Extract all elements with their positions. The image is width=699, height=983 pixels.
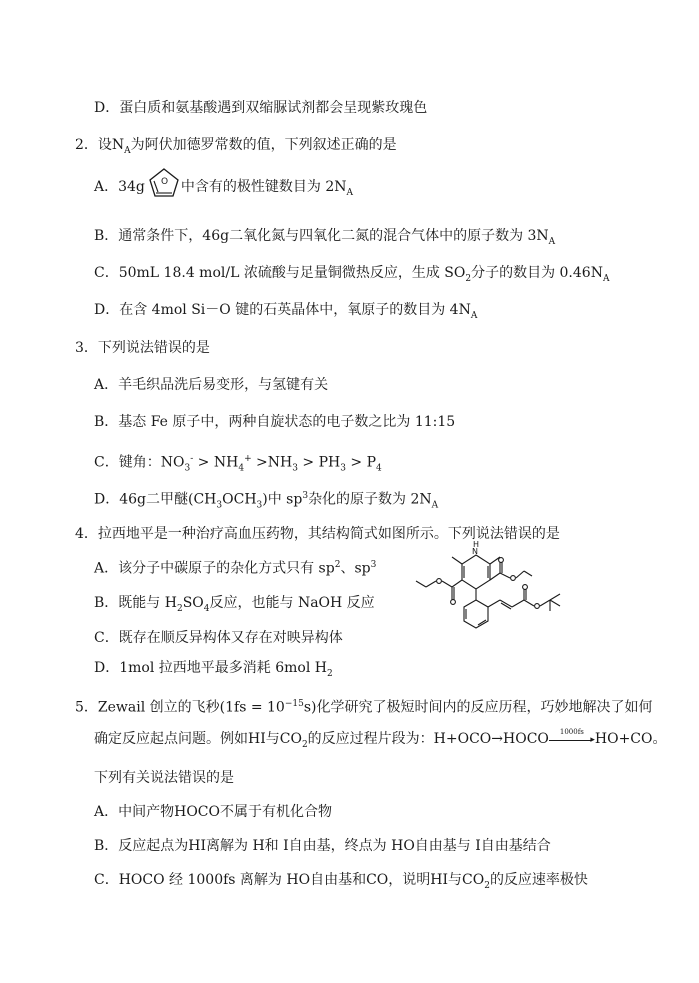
q2-stem-na: N	[111, 137, 125, 153]
q3-option-c	[94, 450, 382, 477]
q4-a-a: A．该分子中碳原子的杂化方式只有 sp	[94, 560, 335, 577]
q4-d-a: D．1mol 拉西地平最多消耗 6mol H	[94, 660, 327, 676]
q4-b-b: SO	[182, 595, 204, 611]
q5-stem-line2	[94, 730, 667, 754]
q3-option-d	[94, 487, 438, 514]
q3-stem: 3．下列说法错误的是	[75, 340, 210, 356]
q3-c-supm: -	[190, 454, 194, 464]
q3-c-sub4: 4	[238, 463, 245, 474]
lacidipine-structure-icon	[410, 540, 580, 644]
q2-option-a-sub: A	[346, 187, 353, 198]
svg-text:O: O	[161, 177, 169, 187]
q2-option-d-sub: A	[470, 310, 478, 321]
lacidipine-n-label: N	[472, 547, 478, 556]
q2-option-a	[94, 178, 353, 202]
q4-b-c: 反应，也能与 NaOH 反应	[209, 595, 375, 611]
q4-a-sup3: 3	[370, 560, 377, 570]
q5-option-c	[94, 871, 588, 895]
q2-option-c-subA: A	[602, 273, 610, 284]
q2-option-c-text-a: C．50mL 18.4 mol/L 浓硫酸与足量铜微热反应，生成 SO	[94, 265, 466, 281]
q2-option-d	[94, 301, 477, 325]
q5-line2-a: 确定反应起点问题。例如HI与CO	[94, 731, 302, 747]
lacidipine-h-label: H	[473, 540, 480, 549]
q5-line2-c: HO+CO。	[594, 731, 667, 747]
q4-option-d	[94, 659, 333, 683]
q2-option-c-sub2: 2	[465, 273, 472, 284]
q5-stem-line1	[75, 695, 653, 717]
q4-option-c: C．既存在顺反异构体又存在对映异构体	[94, 630, 343, 646]
q3-d-s1: 3	[216, 500, 223, 511]
furan-structure-icon	[145, 164, 183, 202]
q5-option-a: A．中间产物HOCO不属于有机化合物	[94, 804, 332, 820]
q3-d-a: D．46g二甲醚(CH	[94, 491, 217, 508]
q2-stem-text: 为阿伏加德罗常数的值，下列叙述正确的是	[130, 137, 397, 153]
q3-c-sub3: 3	[184, 463, 191, 474]
q3-d-s2: 3	[256, 500, 263, 511]
q3-d-b: OCH	[222, 491, 257, 508]
q2-option-b-sub: A	[548, 236, 556, 247]
q2-option-d-text: D．在含 4mol Si－O 键的石英晶体中，氧原子的数目为 4N	[94, 302, 471, 318]
q3-c-sub3b: 3	[292, 463, 298, 474]
q4-a-sup2: 2	[334, 560, 341, 570]
q3-c-b: > NH	[193, 454, 239, 471]
reaction-arrow-icon: ▸ 1000fs	[549, 732, 595, 746]
q2-stem-prefix: 2．设	[75, 137, 112, 153]
q2-option-b	[94, 227, 555, 251]
q3-c-a: C．键角：NO	[94, 454, 185, 471]
q3-d-c: )中 sp	[262, 491, 303, 508]
q5-option-b: B．反应起点为HI离解为 H和 I自由基，终点为 HO自由基与 I自由基结合	[94, 838, 551, 854]
q2-option-b-text: B．通常条件下，46g二氧化氮与四氧化二氮的混合气体中的原子数为 3N	[94, 228, 549, 244]
q2-option-c	[94, 264, 609, 288]
q5-c-sub: 2	[484, 880, 490, 891]
q5-line2-b: 的反应过程片段为：H+OCO→HOCO	[307, 731, 549, 747]
q3-d-d: 杂化的原子数为 2N	[308, 491, 432, 508]
q4-stem: 4．拉西地平是一种治疗高血压药物，其结构简式如图所示。下列说法错误的是	[75, 526, 560, 542]
q5-line2-sub: 2	[301, 739, 308, 750]
q4-b-s4: 4	[203, 603, 210, 614]
reaction-arrow-label: 1000fs	[559, 728, 584, 736]
q4-b-a: B．既能与 H	[94, 595, 177, 611]
q2-stem	[75, 136, 397, 160]
q2-option-a-prefix: A．34g	[94, 179, 145, 195]
q3-option-a: A．羊毛织品洗后易变形，与氢键有关	[94, 377, 329, 393]
q3-c-d: > PH	[297, 454, 341, 471]
q5-stem-b: s)化学研究了极短时间内的反应历程，巧妙地解决了如何	[303, 699, 653, 716]
q4-b-s2: 2	[176, 603, 183, 614]
q3-option-b: B．基态 Fe 原子中，两种自旋状态的电子数之比为 11:15	[94, 414, 456, 430]
q3-c-sub3c: 3	[340, 463, 346, 474]
q2-option-c-text-b: 分子的数目为 0.46N	[471, 265, 603, 281]
q4-option-b	[94, 594, 375, 618]
q3-d-subA: A	[431, 500, 439, 511]
q2-option-a-text: 中含有的极性键数目为 2N	[180, 179, 347, 195]
q3-c-c: >NH	[251, 454, 293, 471]
q5-c-a: C．HOCO 经 1000fs 离解为 HO自由基和CO，说明HI与CO	[94, 872, 485, 888]
q3-d-sup3: 3	[302, 491, 309, 501]
q5-c-b: 的反应速率极快	[489, 872, 588, 888]
q4-d-s2: 2	[326, 668, 333, 679]
q5-stem-line3: 下列有关说法错误的是	[94, 770, 234, 786]
q4-a-b: 、sp	[340, 560, 371, 577]
q4-option-a	[94, 556, 376, 578]
q3-c-e: > P	[345, 454, 377, 471]
q5-stem-sup: −15	[284, 699, 304, 709]
q5-stem-a: 5．Zewail 创立的飞秒(1fs = 10	[75, 699, 285, 716]
q1-option-d: D．蛋白质和氨基酸遇到双缩脲试剂都会呈现紫玫瑰色	[94, 100, 428, 116]
q3-c-sub4b: 4	[376, 463, 382, 474]
q2-stem-sub: A	[124, 145, 131, 156]
q3-c-supp: +	[244, 454, 252, 464]
